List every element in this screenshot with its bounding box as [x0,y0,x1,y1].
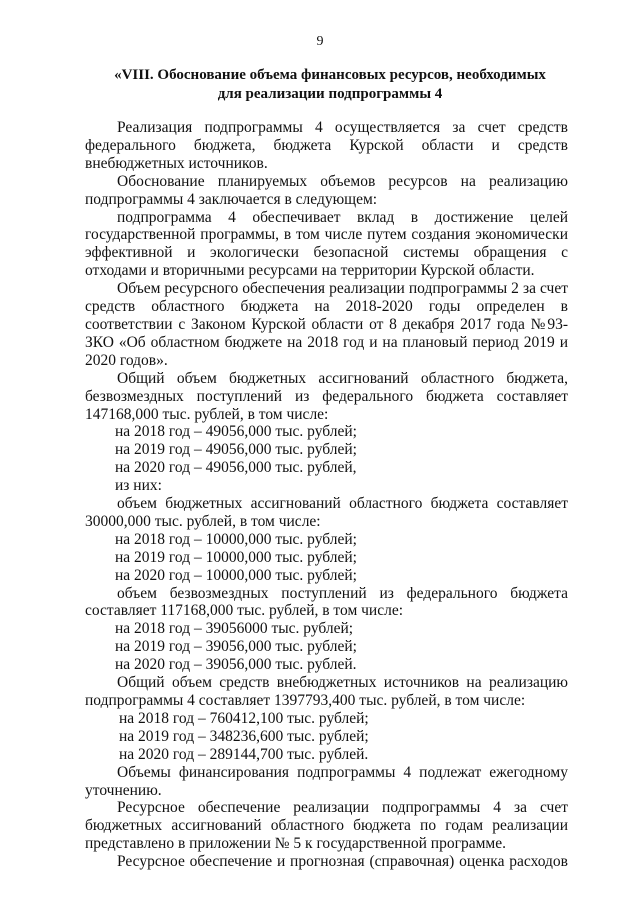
section-heading-line-2: для реализации подпрограммы 4 [217,86,443,102]
list-item-federal-2018: на 2018 год – 39056000 тыс. рублей; [115,620,354,638]
list-item-total-2020: на 2020 год – 49056,000 тыс. рублей, [115,459,357,477]
paragraph-annual-refinement: Объемы финансирования подпрограммы 4 подлежат ежегодному уточнению. [85,763,568,799]
list-item-total-2019: на 2019 год – 49056,000 тыс. рублей; [115,441,357,459]
list-item-regional-2018: на 2018 год – 10000,000 тыс. рублей; [115,530,357,548]
section-heading [80,66,580,104]
paragraph-regional-budget: объем бюджетных ассигнований областного бюджета составляет 30000,000 тыс. рублей, в том числе: [85,495,568,530]
document-body [85,119,568,871]
list-item-total-2018: на 2018 год – 49056,000 тыс. рублей; [115,423,357,441]
list-label-of-which: из них: [115,477,162,495]
page-number: 9 [316,34,324,49]
paragraph-regional-law: Объем ресурсного обеспечения реализации подпрограммы 2 за счет средств областного бюджета на 2018-2020 годы определен в соответствии с Законом Курской области от 8 декабря 2017 года №93-ЗКО «Об областном бюджете на 2018 год и на плановый период 2019 и 2020 годов». [85,280,568,369]
section-heading-line-1: «VIII. Обоснование объема финансовых ресурсов, необходимых [114,67,546,83]
list-item-extrabudgetary-2020: на 2020 год – 289144,700 тыс. рублей. [119,745,369,763]
list-item-regional-2020: на 2020 год – 10000,000 тыс. рублей; [115,566,357,584]
paragraph-justification: Обоснование планируемых объемов ресурсов на реализацию подпрограммы 4 заключается в следующем: [85,172,568,208]
list-item-regional-2019: на 2019 год – 10000,000 тыс. рублей; [115,548,357,566]
list-item-federal-2020: на 2020 год – 39056,000 тыс. рублей. [115,656,357,674]
paragraph-appendix-reference: Ресурсное обеспечение реализации подпрограммы 4 за счет бюджетных ассигнований областного бюджета по годам реализации представлено в приложении № 5 к государственной программе. [85,799,568,853]
paragraph-forecast-estimate: Ресурсное обеспечение и прогнозная (справочная) оценка расходов [117,853,568,871]
paragraph-funding-sources: Реализация подпрограммы 4 осуществляется за счет средств федерального бюджета, бюджета Курской области и средств внебюджетных источников. [85,119,568,172]
paragraph-total-budget: Общий объем бюджетных ассигнований областного бюджета, безвозмездных поступлений из федерального бюджета составляет 147168,000 тыс. рублей, в том числе: [85,369,568,423]
paragraph-extrabudgetary: Общий объем средств внебюджетных источников на реализацию подпрограммы 4 составляет 1397793,400 тыс. рублей, в том числе: [85,674,568,709]
list-item-federal-2019: на 2019 год – 39056,000 тыс. рублей; [115,638,357,656]
paragraph-federal-transfers: объем безвозмездных поступлений из федерального бюджета составляет 117168,000 тыс. рублей, в том числе: [85,584,568,620]
list-item-extrabudgetary-2018: на 2018 год – 760412,100 тыс. рублей; [119,709,369,727]
paragraph-contribution: подпрограмма 4 обеспечивает вклад в достижение целей государственной программы, в том числе путем создания экономически эффективной и экологически безопасной системы обращения с отходами и вторичными ресурсами на территории Курской области. [85,208,568,280]
list-item-extrabudgetary-2019: на 2019 год – 348236,600 тыс. рублей; [119,727,369,745]
